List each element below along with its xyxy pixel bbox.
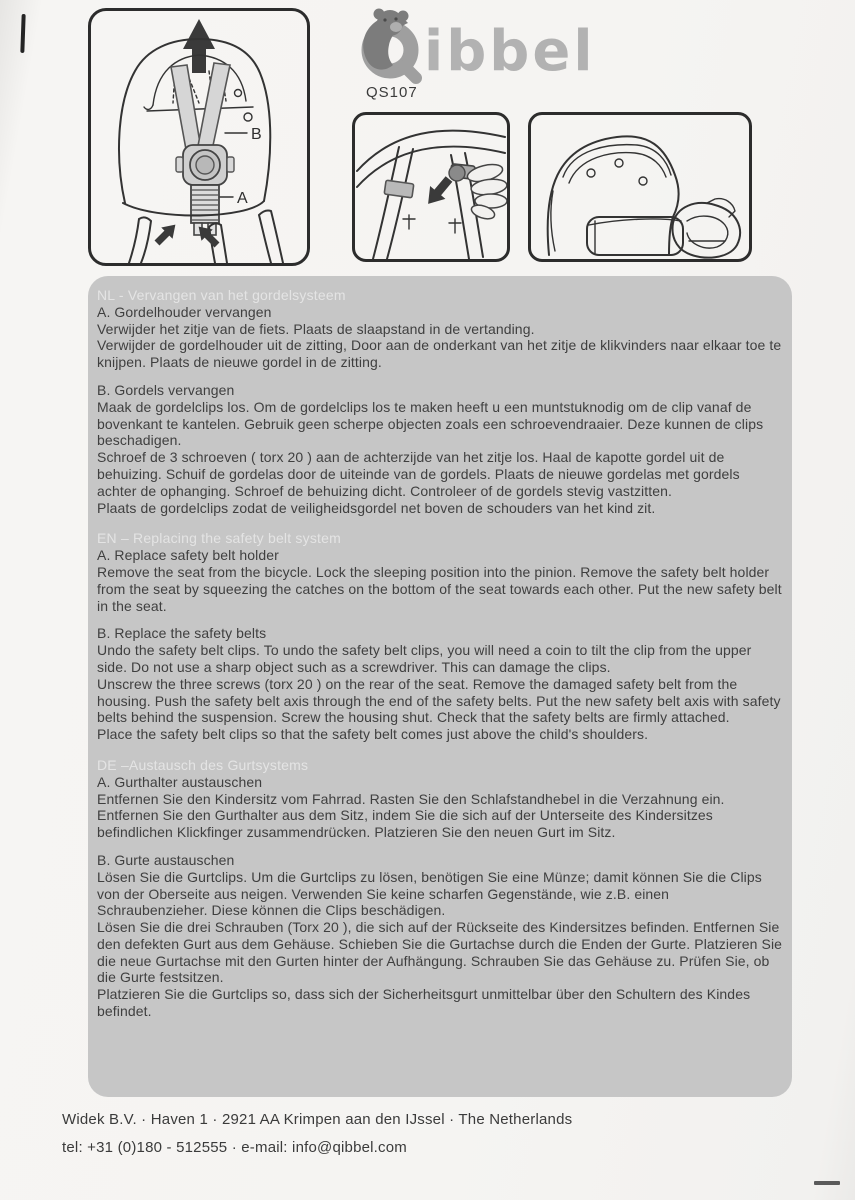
part-title: A. Replace safety belt holder [97, 547, 279, 564]
part-b-en [97, 625, 783, 743]
figure-seat-front [88, 8, 310, 266]
part-a-de [97, 774, 783, 841]
coin-icon [449, 165, 465, 181]
section-header-nl: NL - Vervangen van het gordelsysteem [97, 287, 346, 303]
seat-front-illustration [91, 11, 307, 263]
part-title: B. Gordels vervangen [97, 381, 235, 398]
part-title: B. Replace the safety belts [97, 625, 267, 642]
seat-rear-illustration [531, 115, 749, 259]
figure-clip-coin [352, 112, 510, 262]
part-title: B. Gurte austauschen [97, 851, 235, 868]
logo-letters: ibbel [424, 19, 596, 84]
qibbel-logo [350, 6, 662, 84]
figure-label-a: A [237, 190, 248, 207]
paragraph: Platzieren Sie die Gurtclips so, dass sich der Sicherheitsgurt unmittelbar über den Schultern des Kindes befindet. [97, 986, 751, 1020]
footer-contact: tel: +31 (0)180 - 512555 · e-mail: info@qibbel.com [62, 1139, 407, 1156]
footer-address: Widek B.V. · Haven 1 · 2921 AA Krimpen aan den IJssel · The Netherlands [62, 1111, 573, 1128]
section-header-en: EN – Replacing the safety belt system [97, 530, 341, 547]
belt-clip-left [384, 180, 414, 198]
figure-seat-rear [528, 112, 752, 262]
paragraph: Remove the seat from the bicycle. Lock the sleeping position into the pinion. Remove the safety belt holder from the seat by squeezing the catches on the bottom of the seat towards each other. Put the new safety belt in the seat. [97, 563, 782, 614]
section-header-de: DE –Austausch des Gurtsystems [97, 756, 309, 773]
up-arrow-icon [183, 19, 215, 73]
part-b-de [97, 852, 783, 1020]
part-title: A. Gurthalter austauschen [97, 773, 263, 790]
part-a-en [97, 547, 783, 614]
part-b-nl [97, 382, 783, 516]
paragraph: Unscrew the three screws (torx 20 ) on the rear of the seat. Remove the damaged safety belt from the housing. Push the safety belt axis through the end of the safety belts. Put the new safety belt axis with safety belts behind the suspension. Screw the housing shut. Check that the safety belts are firmly attached. [97, 675, 781, 726]
paragraph: Lösen Sie die drei Schrauben (Torx 20 ), die sich auf der Rückseite des Kindersitzes befinden. Entfernen Sie den defekten Gurt aus dem Gehäuse. Schieben Sie die Gurtachse durch die Enden der Gurte. Platzieren Sie die neue Gurtachse mit den Gurten hinter der Aufhängung. Schrauben Sie das Gehäuse zu. Prüfen Sie, ob die Gurte festsitzen. [97, 919, 783, 986]
clip-coin-illustration [355, 115, 507, 259]
instructions-panel [88, 276, 792, 1097]
footer [62, 1106, 762, 1162]
part-title: A. Gordelhouder vervangen [97, 303, 272, 320]
paragraph: Place the safety belt clips so that the safety belt comes just above the child's shoulders. [97, 726, 649, 743]
paragraph: Plaats de gordelclips zodat de veiligheidsgordel net boven de schouders van het kind zit. [97, 499, 656, 516]
paragraph: Verwijder de gordelhouder uit de zitting, Door aan de onderkant van het zitje de klikvinders naar elkaar toe te knijpen. Plaats de nieuwe gordel in de zitting. [97, 337, 782, 371]
paragraph: Schroef de 3 schroeven ( torx 20 ) aan de achterzijde van het zitje los. Haal de kapotte gordel uit de behuizing. Schuif de gordelas door de uiteinde van de gordels. Plaats de nieuwe gordelas met gordels achter de ophanging. Schroef de behuizing dicht. Controleer of de gordels stevig vastzitten. [97, 449, 740, 499]
hand-icon [466, 161, 507, 221]
section-en [97, 530, 783, 743]
paragraph: Undo the safety belt clips. To undo the safety belt clips, you will need a coin to tilt the clip from the upper side. Do not use a sharp object such as a screwdriver. This can damage the clips. [97, 642, 752, 675]
inward-arrow-left-icon [151, 219, 181, 249]
paragraph: Lösen Sie die Gurtclips. Um die Gurtclips zu lösen, benötigen Sie eine Münze; damit können Sie die Clips von der Oberseite aus neigen. Verwenden Sie keine scharfen Gegenstände, wie z.B. einen Schraubenzieher. Diese können die Clips beschädigen. [97, 868, 762, 919]
section-nl [97, 287, 783, 516]
brand-logo [350, 6, 662, 84]
model-number: QS107 [366, 84, 418, 101]
paragraph: Maak de gordelclips los. Om de gordelclips los te maken heeft u een muntstuknodig om de clip vanaf de bovenkant te kantelen. Gebruik geen scherpe objecten zoals een schroevendraaier. Deze kunnen de clips beschadigen. [97, 398, 764, 449]
scan-mark [814, 1181, 840, 1185]
paragraph: Verwijder het zitje van de fiets. Plaats de slaapstand in de vertanding. [97, 320, 535, 337]
section-de [97, 757, 783, 1020]
figure-label-b: B [251, 126, 262, 143]
registration-mark [20, 14, 25, 53]
paragraph: Entfernen Sie den Kindersitz vom Fahrrad. Rasten Sie den Schlafstandhebel in die Verzahnung ein. Entfernen Sie den Gurthalter aus dem Sitz, indem Sie die sich auf der Unterseite des Kindersitzes befindlichen Klickfinger zusammendrücken. Platzieren Sie den neuen Gurt im Sitz. [97, 790, 725, 841]
part-a-nl [97, 304, 783, 371]
